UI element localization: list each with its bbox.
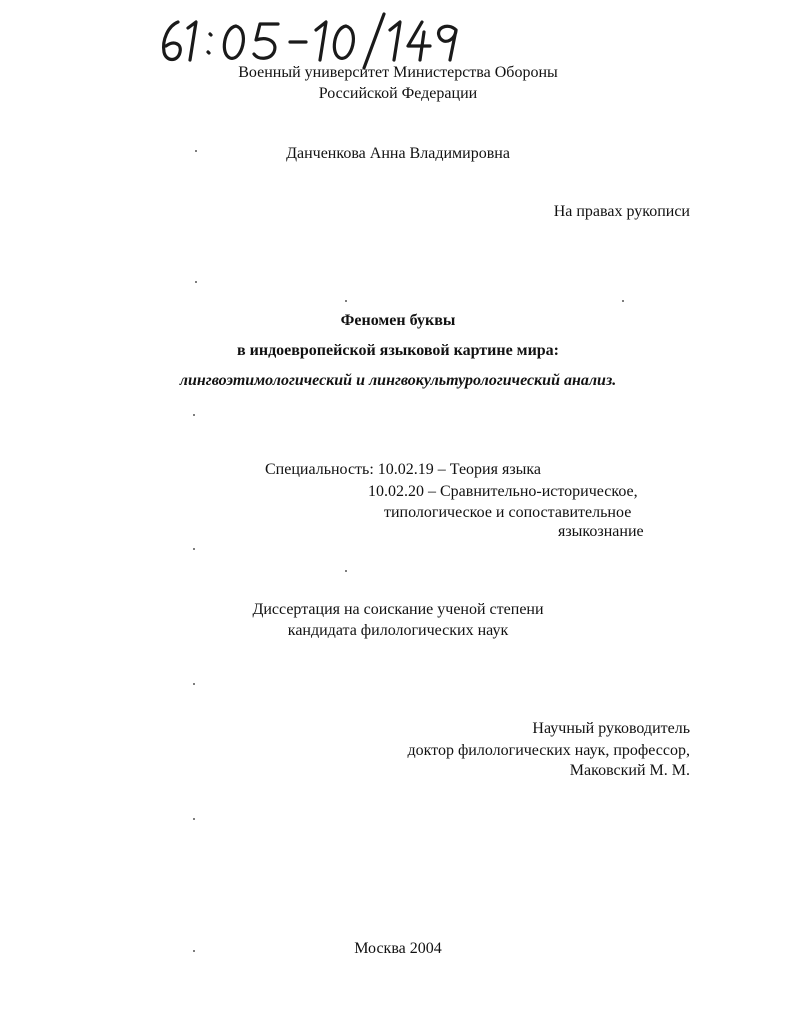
scan-speck (345, 300, 347, 302)
specialty-line-2: 10.02.20 – Сравнительно-историческое, (368, 483, 638, 500)
author-name: Данченкова Анна Владимировна (286, 145, 510, 162)
title-line-3: лингвоэтимологический и лингвокультурологический анализ. (179, 372, 617, 389)
supervisor-name: Маковский М. М. (569, 762, 690, 779)
supervisor-degree: доктор филологических наук, профессор, (407, 742, 690, 759)
manuscript-rights-note: На правах рукописи (553, 203, 690, 220)
title-line-1: Феномен буквы (340, 312, 456, 329)
title-line-2: в индоевропейской языковой картине мира: (236, 342, 560, 359)
scan-speck (193, 683, 195, 685)
dissertation-line-2: кандидата филологических наук (287, 622, 509, 639)
scan-speck (622, 300, 624, 302)
scan-speck (195, 281, 197, 283)
scan-speck (345, 570, 347, 572)
institution-line-2: Российской Федерации (318, 85, 478, 102)
scan-speck (193, 548, 195, 550)
specialty-line-3: типологическое и сопоставительное (384, 504, 632, 521)
scan-speck (193, 950, 195, 952)
city-year: Москва 2004 (354, 940, 442, 957)
dissertation-line-1: Диссертация на соискание ученой степени (252, 601, 544, 618)
scan-speck (193, 818, 195, 820)
specialty-line-1: Специальность: 10.02.19 – Теория языка (265, 461, 542, 478)
institution-line-1: Военный университет Министерства Обороны (238, 64, 558, 81)
specialty-line-4: языкознание (558, 523, 644, 540)
handwritten-archive-code (150, 8, 480, 70)
scan-speck (195, 150, 197, 152)
scan-speck (193, 414, 195, 416)
supervisor-label: Научный руководитель (532, 720, 690, 737)
